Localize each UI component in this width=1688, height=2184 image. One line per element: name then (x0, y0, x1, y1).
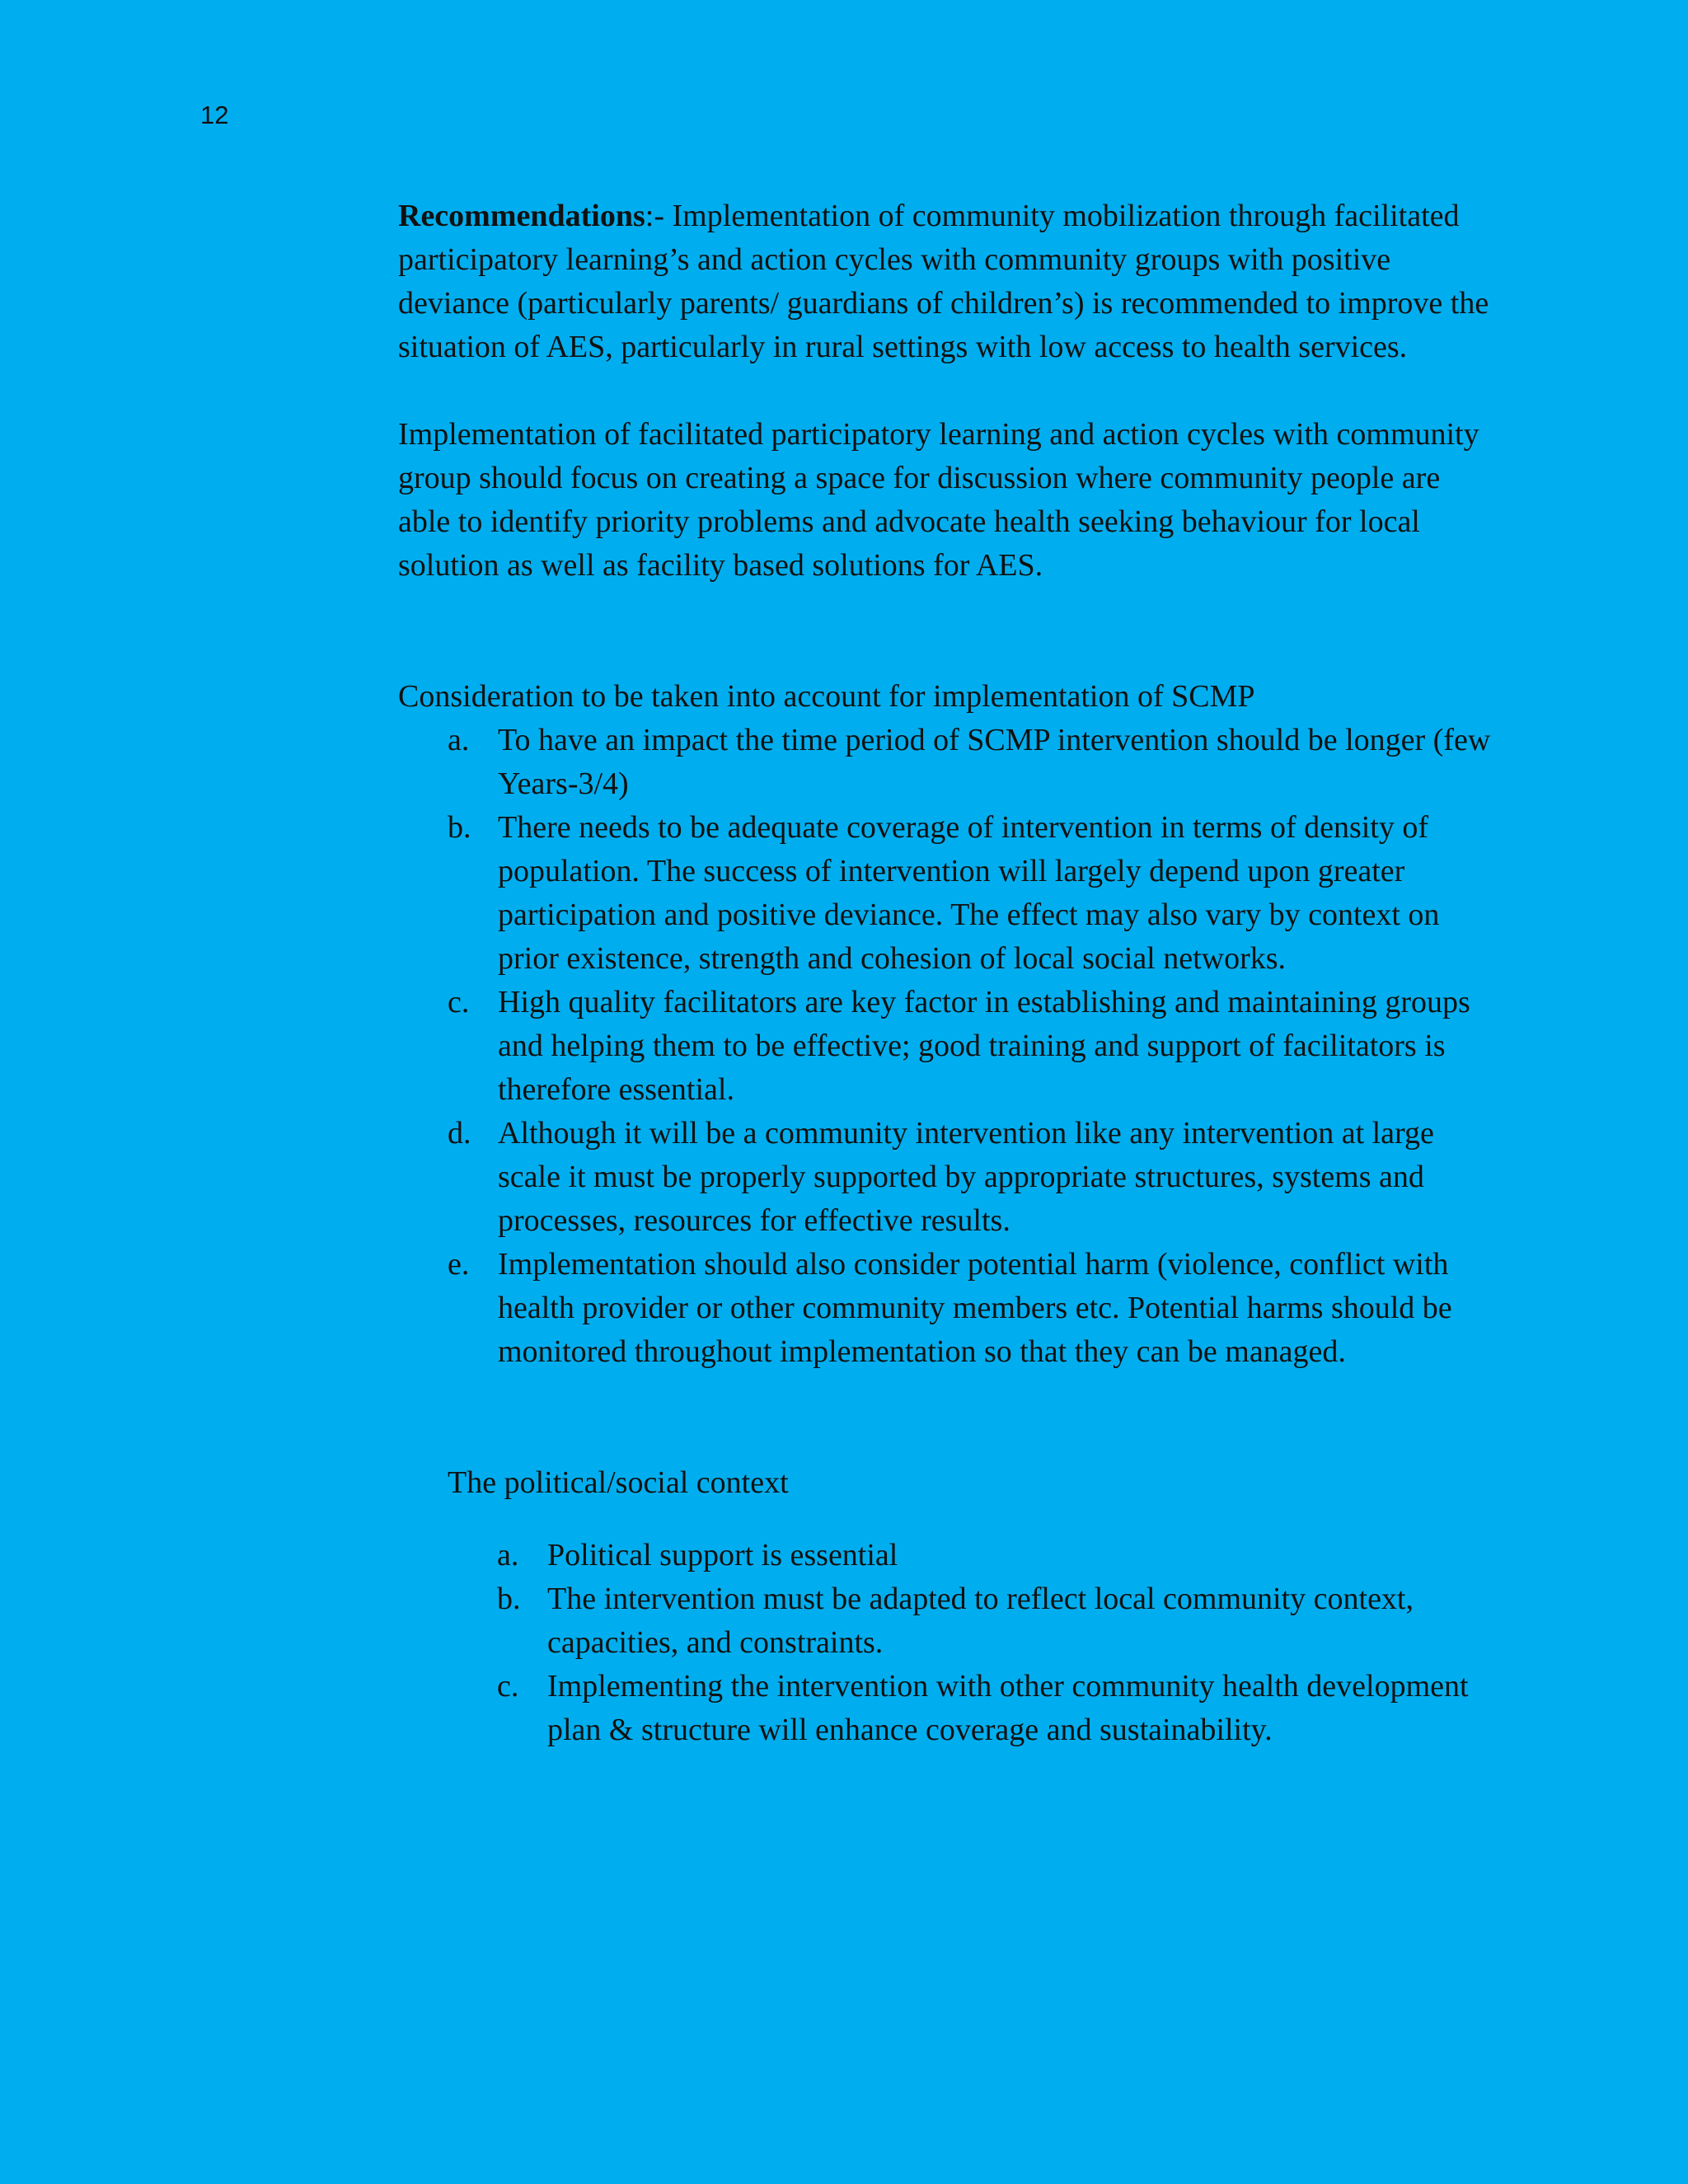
list-item-text: Political support is essential (547, 1538, 898, 1572)
list-item-text: Although it will be a community intervention like any intervention at large scale it must be properly supported by appropriate structures, systems and processes, resources for effective results. (498, 1116, 1434, 1238)
list-marker: d. (448, 1116, 471, 1151)
list-item (398, 806, 1494, 981)
list-marker: b. (497, 1582, 521, 1616)
list-item (398, 1665, 1494, 1752)
political-context-list (398, 1534, 1494, 1752)
recommendations-label: Recommendations (398, 199, 645, 233)
list-marker: c. (448, 985, 470, 1019)
implementation-paragraph: Implementation of facilitated participatory learning and action cycles with community group should focus on creating a space for discussion where community people are able to identify priority problems and advocate health seeking behaviour for local solution as well as facility based solutions for AES. (398, 417, 1479, 583)
list-item-text: To have an impact the time period of SCMP intervention should be longer (few Years-3/4) (498, 723, 1491, 801)
list-marker: c. (497, 1669, 519, 1704)
considerations-title: Consideration to be taken into account for implementation of SCMP (398, 679, 1255, 714)
list-item-text: There needs to be adequate coverage of intervention in terms of density of population. The success of intervention will largely depend upon greater participation and positive deviance. The effect may also vary by context on prior existence, strength and cohesion of local social networks. (498, 810, 1440, 976)
list-item (398, 719, 1494, 806)
list-marker: e. (448, 1247, 470, 1282)
considerations-list (398, 719, 1494, 1374)
page-number: 12 (200, 101, 229, 129)
list-item (398, 981, 1494, 1112)
list-marker: b. (448, 810, 471, 845)
list-item-text: High quality facilitators are key factor in establishing and maintaining groups and helping them to be effective; good training and support of facilitators is therefore essential. (498, 985, 1470, 1107)
list-item (398, 1577, 1494, 1665)
list-item (398, 1112, 1494, 1243)
recommendations-text: :- Implementation of community mobilization through facilitated participatory learning’s and action cycles with community groups with positive deviance (particularly parents/ guardians of children’s) is recommended to improve the situation of AES, particularly in rural settings with low access to health services. (398, 199, 1489, 364)
document-body (398, 194, 1494, 1752)
list-marker: a. (448, 723, 470, 757)
list-item (398, 1243, 1494, 1374)
list-item-text: The intervention must be adapted to reflect local community context, capacities, and constraints. (547, 1582, 1414, 1660)
list-item (398, 1534, 1494, 1577)
recommendations-paragraph (398, 194, 1494, 369)
list-item-text: Implementation should also consider potential harm (violence, conflict with health provider or other community members etc. Potential harms should be monitored throughout implementation so that they can be managed. (498, 1247, 1452, 1369)
political-context-title: The political/social context (448, 1465, 789, 1500)
list-marker: a. (497, 1538, 519, 1572)
list-item-text: Implementing the intervention with other community health development plan & structure will enhance coverage and sustainability. (547, 1669, 1469, 1747)
